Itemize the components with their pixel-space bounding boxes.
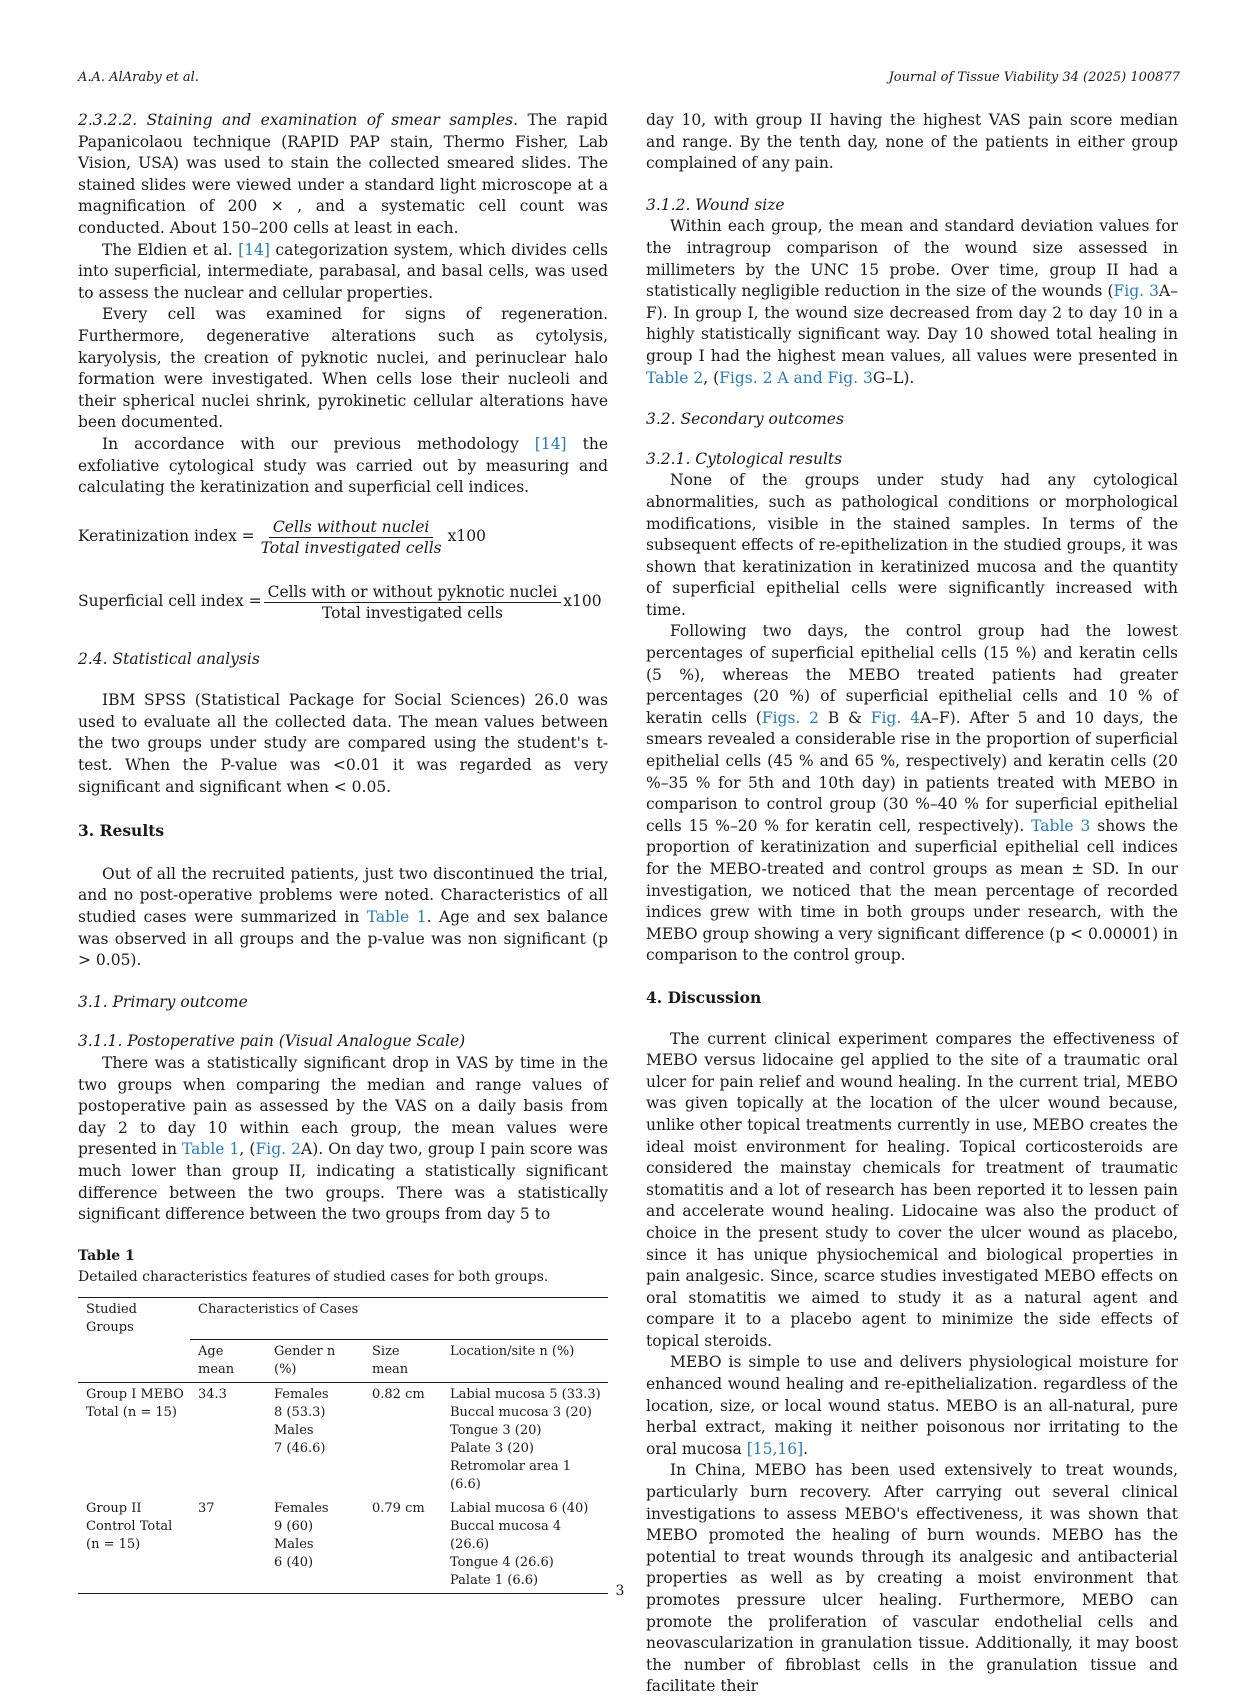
table-cell-group: Group I MEBO Total (n = 15)	[86, 1387, 184, 1421]
subsubheading-staining: 2.3.2.2. Staining and examination of smear samples.	[78, 111, 519, 129]
figure-link[interactable]: Figs. 2	[761, 708, 820, 727]
heading-secondary-outcomes: 3.2. Secondary outcomes	[646, 410, 844, 429]
paragraph-eldien: The Eldien et al. [14] categorization system, which divides cells into superficial, intermediate, parabasal, and basal cells, was used to assess the nuclear and cellular properties.	[78, 240, 608, 302]
table-header-cell: Studied Groups	[86, 1301, 137, 1335]
paragraph-wound-size: Within each group, the mean and standard deviation values for the intragroup comparison of the wound size assessed in millimeters by the UNC 15 probe. Over time, group II had a statistically negligible reduction in the size of the wounds (Fig. 3A–F). In group I, the wound size decreased from day 2 to day 10 in a highly statistically significant way. Day 10 showed total healing in group I had the highest mean values, all values were presented in Table 2, (Figs. 2 A and Fig. 3G–L).	[646, 217, 1178, 387]
table-cell-location: Labial mucosa 6 (40) Buccal mucosa 4 (26.6) Tongue 4 (26.6) Palate 1 (6.6)	[450, 1501, 589, 1589]
table-label: Table 1	[78, 1247, 135, 1264]
paragraph-discussion-3: In China, MEBO has been used extensively to treat wounds, particularly burn recovery. After carrying out several clinical investigations to assess MEBO's effectiveness, it was shown that MEBO promoted the healing of burn wounds. MEBO has the potential to treat wounds through its analgesic and antibacterial properties as well as by creating a moist environment that promotes pressure ulcer healing. Furthermore, MEBO can promote the proliferation of vascular endothelial cells and neovascularization in granulation tissue. Additionally, it may boost the number of fibroblast cells in the granulation tissue and facilitate their	[646, 1461, 1178, 1696]
table-cell-size: 0.79 cm	[372, 1501, 425, 1517]
left-column	[78, 110, 608, 1594]
paragraph-statistics: IBM SPSS (Statistical Package for Social Sciences) 26.0 was used to evaluate all the collected data. The mean values between the two groups under study are compared using the student's t-test. When the P-value was <0.01 it was regarded as very significant and significant when < 0.05.	[78, 691, 608, 796]
heading-results: 3. Results	[78, 821, 165, 841]
fraction: $\frac{\text{Cells with or without pyknotic nuclei}}{\text{Total investigated cells}}$	[264, 582, 562, 623]
right-column	[646, 110, 1178, 1698]
paragraph-cytological: None of the groups under study had any cytological abnormalities, such as pathological conditions or morphological modifications, visible in the stained samples. In terms of the subsequent effects of re-epithelization in the studied groups, it was shown that keratinization in keratinized mucosa and the quantity of superficial epithelial cells were significantly increased with time.	[646, 471, 1178, 619]
table-header-cell: Age mean	[198, 1344, 235, 1378]
heading-postoperative-pain: 3.1.1. Postoperative pain (Visual Analogue Scale)	[78, 1032, 466, 1051]
heading-wound-size: 3.1.2. Wound size	[646, 195, 785, 214]
paragraph-regeneration: Every cell was examined for signs of regeneration. Furthermore, degenerative alterations such as cytolysis, karyolysis, the creation of pyknotic nuclei, and perinuclear halo formation were investigated. When cells lose their nucleoli and their spherical nuclei shrink, pyrokinetic cellular alterations have been documented.	[78, 305, 608, 432]
fraction: $\frac{\text{Cells without nuclei}}{\text{Total investigated cells}}$	[260, 517, 442, 557]
table-caption: Detailed characteristics features of studied cases for both groups.	[78, 1269, 549, 1286]
running-header-journal: Journal of Tissue Viability 34 (2025) 100877	[888, 70, 1180, 85]
table-header-cell: Gender n (%)	[274, 1344, 336, 1378]
paragraph-discussion-1: The current clinical experiment compares the effectiveness of MEBO versus lidocaine gel applied to the site of a traumatic oral ulcer for pain relief and wound healing. In the current trial, MEBO was given topically at the location of the ulcer wound because, unlike other topical treatments currently in use, MEBO creates the ideal moist environment for healing. Topical corticosteroids are considered the mainstay chemicals for treatment of traumatic stomatitis and a lot of research has been reported it to lessen pain and accelerate wound healing. Lidocaine was also the product of choice in the present study to cover the ulcer wound as placebo, since it has unique physiochemical and biological properties in pain analgesic. Since, scarce studies investigated MEBO effects on oral stomatitis we aimed to study it as a natural agent and compare it to a placebo agent to minimize the side effects of topical steroids.	[646, 1029, 1178, 1350]
table-characteristics	[78, 1297, 608, 1595]
table-link[interactable]: Table 2	[646, 368, 704, 387]
table-cell-age: 34.3	[198, 1387, 227, 1403]
table-row	[78, 1383, 608, 1498]
paragraph-discussion-2: MEBO is simple to use and delivers physiological moisture for enhanced wound healing and re-epithelialization. regardless of the location, size, or local wound status. MEBO is an all-natural, pure herbal extract, making it neither poisonous nor irritating to the oral mucosa [15,16].	[646, 1353, 1178, 1458]
citation-link[interactable]: [14]	[534, 434, 567, 453]
table-subheader-row	[78, 1340, 608, 1383]
heading-primary-outcome: 3.1. Primary outcome	[78, 992, 248, 1011]
heading-discussion: 4. Discussion	[646, 987, 762, 1007]
table-cell-gender: Females 9 (60) Males 6 (40)	[274, 1501, 329, 1571]
paragraph-following: Following two days, the control group had the lowest percentages of superficial epithelial cells (15 %) and keratin cells (5 %), whereas the MEBO treated patients had greater percentages (20 %) of superficial epithelial cells and 10 % of keratin cells (Figs. 2 B & Fig. 4A–F). After 5 and 10 days, the smears revealed a considerable rise in the proportion of superficial epithelial cells (45 % and 65 %, respectively) and keratin cells (20 %–35 % for 5th and 10th day) in patients treated with MEBO in comparison to control group (30 %–40 % for superficial epithelial cells 15 %–20 % for keratin cell, respectively). Table 3 shows the proportion of keratinization and superficial epithelial cell indices for the MEBO-treated and control groups as mean ± SD. In our investigation, we noticed that the mean percentage of recorded indices grew with time in both groups under research, with the MEBO group showing a very significant difference (p < 0.00001) in comparison to the control group.	[646, 622, 1179, 965]
paragraph-methodology: In accordance with our previous methodology [14] the exfoliative cytological study was carried out by measuring and calculating the keratinization and superficial cell indices.	[78, 434, 609, 497]
table-cell-group: Group II Control Total (n = 15)	[86, 1501, 173, 1553]
figure-link[interactable]: Fig. 4	[870, 708, 920, 727]
table-cell-gender: Females 8 (53.3) Males 7 (46.6)	[274, 1387, 329, 1457]
formula-keratinization-index: Keratinization index = $\frac{\text{Cells without nuclei}}{\text{Total investigated cells}}$ x100	[78, 517, 486, 557]
figure-link[interactable]: Figs. 2 A and Fig. 3	[719, 368, 873, 387]
formula-superficial-cell-index: Superficial cell index = $\frac{\text{Cells with or without pyknotic nuclei}}{\text{Total investigated cells}}$ x100	[78, 582, 602, 622]
page-number: 3	[615, 1583, 625, 1599]
table-link[interactable]: Table 1	[182, 1140, 240, 1159]
paragraph-pain: There was a statistically significant drop in VAS by time in the two groups when comparing the median and range values of postoperative pain as assessed by the VAS on a daily basis from day 2 to day 10 within each group, the mean values were presented in Table 1, (Fig. 2A). On day two, group I pain score was much lower than group II, indicating a statistically significant difference between the two groups. There was a statistically significant difference between the two groups from day 5 to	[78, 1054, 608, 1224]
figure-link[interactable]: Fig. 3	[1113, 282, 1160, 301]
table-cell-location: Labial mucosa 5 (33.3) Buccal mucosa 3 (20) Tongue 3 (20) Palate 3 (20) Retromolar area 1 (6.6)	[450, 1387, 601, 1493]
paragraph-results: Out of all the recruited patients, just two discontinued the trial, and no post-operative problems were noted. Characteristics of all studied cases were summarized in Table 1. Age and sex balance was observed in all groups and the p-value was non significant (p > 0.05).	[78, 864, 609, 970]
citation-link[interactable]: [14]	[238, 240, 270, 259]
heading-cytological-results: 3.2.1. Cytological results	[646, 449, 843, 468]
citation-link[interactable]: [15,16]	[746, 1439, 804, 1458]
table-header-row	[78, 1297, 608, 1340]
table-link[interactable]: Table 1	[366, 908, 427, 927]
heading-statistical-analysis: 2.4. Statistical analysis	[78, 649, 260, 668]
running-header-authors: A.A. AlAraby et al.	[78, 70, 199, 85]
table-header-cell: Location/site n (%)	[450, 1344, 575, 1360]
table-cell-size: 0.82 cm	[372, 1387, 425, 1403]
table-header-cell: Size mean	[372, 1344, 409, 1378]
table-cell-age: 37	[198, 1501, 215, 1517]
paragraph-pain-continued: day 10, with group II having the highest VAS pain score median and range. By the tenth day, none of the patients in either group complained of any pain.	[646, 111, 1178, 173]
table-row	[78, 1497, 608, 1594]
table-link[interactable]: Table 3	[1031, 816, 1091, 835]
table-header-cell: Characteristics of Cases	[190, 1297, 608, 1340]
figure-link[interactable]: Fig. 2	[255, 1140, 301, 1159]
paragraph-staining: 2.3.2.2. Staining and examination of smear samples. The rapid Papanicolaou technique (RAPID PAP stain, Thermo Fisher, Lab Vision, USA) was used to stain the collected smeared slides. The stained slides were viewed under a standard light microscope at a magnification of 200 × , and a systematic cell count was conducted. About 150–200 cells at least in each.	[78, 111, 608, 237]
